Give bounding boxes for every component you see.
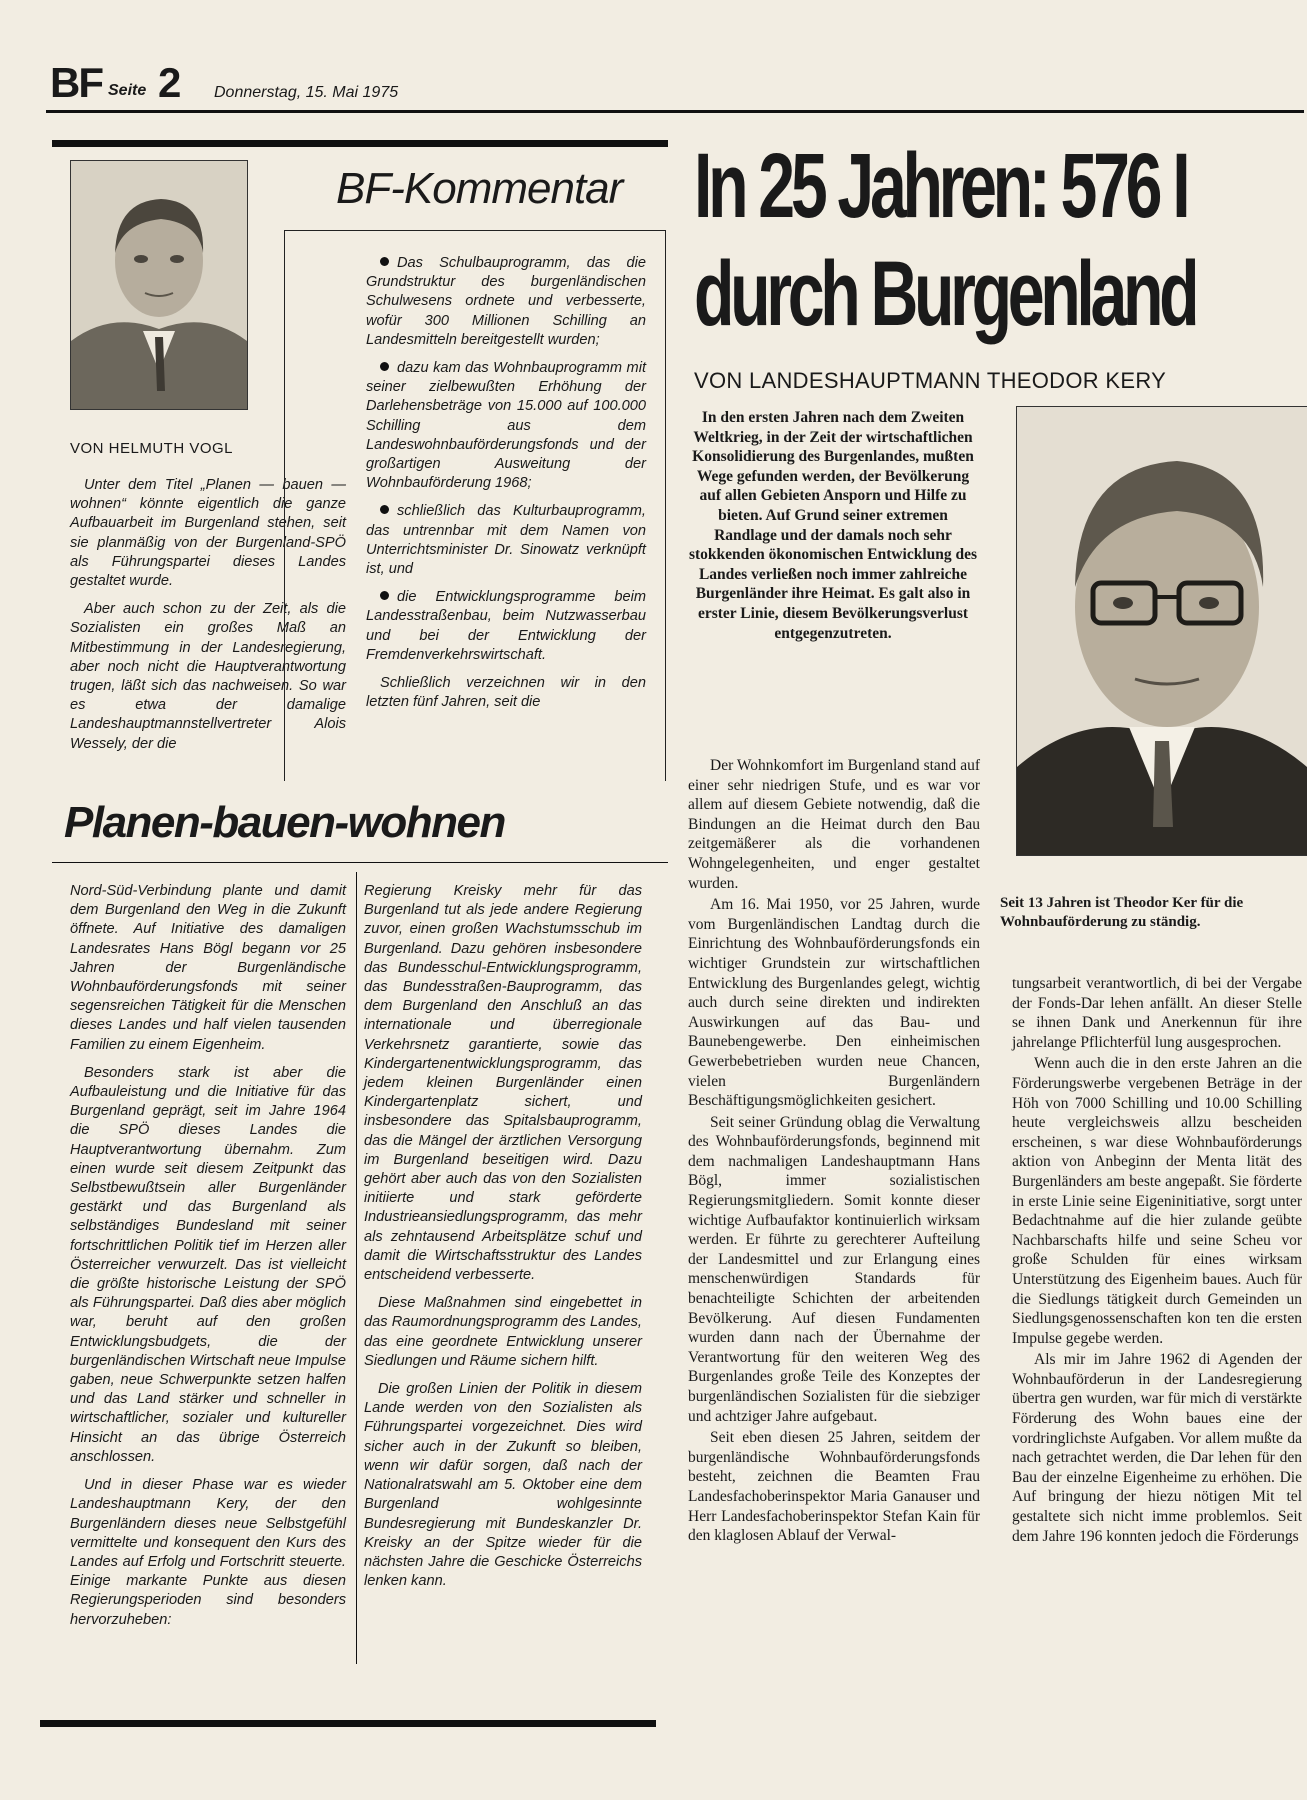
planen-headline: Planen-bauen-wohnen [64, 798, 505, 847]
page-number: 2 [158, 59, 182, 106]
byline-vogl: VON HELMUTH VOGL [70, 440, 234, 457]
planen-column-1 [70, 882, 346, 1639]
planen-rule [52, 862, 668, 863]
bullet-item: Das Schulbauprogramm, das die Grundstruktur des burgenländischen Schulwesens ordnete und verbesserte, wofür 300 Millionen Schilling an Landesmitteln bereitgestellt wurden; [366, 255, 646, 348]
main-paragraph: Seit seiner Gründung oblag die Verwaltung des Wohnbauförderungsfonds, beginnend mit dem nachmaligen Landeshauptmann Hans Bögl, immer sozialistischen Regierungsmitgliedern. Somit konnte dieser wichtige Aufbaufaktor kontinuierlich wirksam werden. Er führte zu gerechterer Aufteilung der Landesmittel und zur Erlangung eines menschenwürdigen Standards für benachteiligte Schichten der arbeitenden Bevölkerung. Auf diesen Fundamenten wurden dann nach der Übernahme der Verantwortung für den weiteren Weg des Burgenlandes große Teile des Konzeptes der burgenländischen Sozialisten für die siebziger und achtziger Jahre aufgebaut. [688, 1113, 980, 1425]
main-paragraph: Seit eben diesen 25 Jahren, seitdem der burgenländische Wohnbauförderungsfonds besteht, zeichnen die Beamten Frau Landesfachoberinspektor Maria Ganauser und Herr Landesfachoberinspektor Stefan Kain für den klaglosen Ablauf der Verwal- [688, 1429, 980, 1545]
bullet-icon [380, 362, 389, 371]
newspaper-logo: BF [50, 59, 102, 106]
header-rule [46, 110, 1304, 113]
kommentar-title: BF-Kommentar [336, 164, 623, 213]
main-paragraph: Als mir im Jahre 1962 di Agenden der Wohnbauförderun in der Landesregierung übertra gen wurden, war für mich di verstärkte Förderung des Wohn baues eine der vordringlichste Aufgaben. Vor allem mußte da nach getrachtet werden, die Dar lehen für den Bau der einzelne Eigenheime zu erhöhen. Die Auf bringung der hiezu nötigen Mit tel gestaltete sich nicht imme problemlos. Seit dem Jahre 196 konnten jedoch die Förderungs [1012, 1351, 1302, 1545]
issue-date: Donnerstag, 15. Mai 1975 [214, 84, 399, 101]
page-label: Seite [108, 82, 147, 99]
main-lead [688, 408, 978, 645]
bullet-icon [380, 591, 389, 600]
kommentar-paragraph: Aber auch schon zu der Zeit, als die Sozialisten ein großes Maß an Mitbestimmung in der Landesregierung, aber noch nicht die Hauptverantwortung trugen, läßt sich das nachweisen. So war es etwa der damalige Landeshauptmannstellvertreter Alois Wessely, der die [70, 601, 346, 752]
bottom-rule-left [40, 1720, 656, 1727]
main-paragraph: tungsarbeit verantwortlich, di bei der Vergabe der Fonds-Dar lehen anfällt. An dieser Stelle se ihnen Dank und Anerkennun für ihre jahrelange Pflichterfül lung ausgesprochen. [1012, 975, 1302, 1051]
planen-paragraph: Die großen Linien der Politik in diesem Lande werden von den Sozialisten als Führungspartei vorgezeichnet. Dies wird sicher auch in der Zukunft so bleiben, wenn wir dafür sorgen, daß nach der Nationalratswahl am 5. Oktober eine dem Burgenland wohlgesinnte Bundesregierung mit Bundeskanzler Dr. Kreisky an der Spitze wieder für die nächsten Jahre die Geschicke Österreichs lenken kann. [364, 1381, 642, 1590]
main-column-1 [688, 756, 980, 1548]
bullet-icon [380, 257, 389, 266]
planen-divider [356, 872, 357, 1664]
bullet-item: die Entwicklungsprogramme beim Landesstraßenbau, beim Nutzwasserbau und bei der Entwicklung der Fremdenverkehrswirtschaft. [366, 589, 646, 663]
planen-paragraph: Diese Maßnahmen sind eingebettet in das Raumordnungsprogramm des Landes, das eine geordnete Entwicklung unserer Siedlungen und Räume sichern hilft. [364, 1295, 642, 1369]
main-headline-line2: durch Burgenland [694, 243, 1196, 345]
portrait-kery [1016, 406, 1307, 856]
lead-paragraph: In den ersten Jahren nach dem Zweiten Weltkrieg, in der Zeit der wirtschaftlichen Konsolidierung des Burgenlandes, mußten Wege gefunden werden, der Bevölkerung auf allen Gebieten Ansporn und Hilfe zu bieten. Auf Grund seiner extremen Randlage und der damals noch sehr stokkenden ökonomischen Entwicklung des Landes verließen noch immer zahlreiche Burgenländer ihre Heimat. Es galt also in erster Linie, diesem Bevölkerungsverlust entgegenzutreten. [688, 409, 978, 642]
bullet-item: dazu kam das Wohnbauprogramm mit seiner zielbewußten Erhöhung der Darlehensbeträge von 15.000 auf 100.000 Schilling aus dem Landeswohnbauförderungsfonds und der großartigen Ausweitung der Wohnbauförderung 1968; [366, 360, 646, 492]
author-photo-vogl [70, 160, 248, 410]
main-column-2 [1012, 974, 1302, 1548]
main-paragraph: Wenn auch die in den erste Jahren an die Förderungswerbe vergebenen Beträge in der Höh von 7000 Schilling und 10.00 Schilling heute vergleichsweis allzu bescheiden erscheinen, s war diese Wohnbauförderungs aktion von Anbeginn der Menta lität des Burgenländers am beste angepaßt. Sie förderte in erste Linie seine Eigeninitiative, sorgt unter Bedachtnahme auf die hier zulande geübte Nachbarschafts hilfe und seine Scheu vor große Schulden für eines wirksam Unterstützung des Eigenheim baues. Auch für die Siedlungs tätigkeit durch Gemeinden un Siedlungsgenossenschaften kon ten die ersten Impulse gegebe werden. [1012, 1055, 1302, 1347]
main-headline-line1: In 25 Jahren: 576 I [694, 135, 1187, 237]
bullet-icon [380, 505, 389, 514]
bullet-item: schließlich das Kulturbauprogramm, das untrennbar mit dem Namen von Unterrichtsminister Dr. Sinowatz verknüpft ist, und [366, 503, 646, 578]
kommentar-top-rule [52, 140, 668, 147]
planen-column-2 [364, 882, 642, 1600]
portrait-caption: Seit 13 Jahren ist Theodor Ker für die Wohnbauförderung zu ständig. [1000, 895, 1244, 930]
planen-paragraph: Und in dieser Phase war es wieder Landeshauptmann Kery, der den Burgenländern dieses neue Selbstgefühl vermittelte und konsequent den Kurs des Landes auf Erfolg und Fortschritt steuerte. Einige markante Punkte aus diesen Regierungsperioden sind besonders hervorzuheben: [70, 1477, 346, 1628]
main-paragraph: Der Wohnkomfort im Burgenland stand auf einer sehr niedrigen Stufe, und es war vor allem auf diesem Gebiete notwendig, daß die Bindungen an die Heimat durch den Bau zeitgemäßerer als die vorhandenen Wohngelegenheiten, und enger gestaltet wurden. [688, 757, 980, 892]
kommentar-paragraph: Unter dem Titel „Planen — bauen — wohnen“ könnte eigentlich die ganze Aufbauarbeit im Burgenland stehen, seit sie planmäßig von der Burgenland-SPÖ als Führungspartei dieses Landes gestaltet wurde. [70, 477, 346, 590]
planen-paragraph: Regierung Kreisky mehr für das Burgenland tut als jede andere Regierung zuvor, einen großen Wachstumsschub im Burgenland. Dazu gehören insbesondere das Bundesschul-Entwicklungsprogramm, das Bundesstraßen-Bauprogramm, das dem Burgenland den Anschluß an das internationale und überregionale Verkehrsnetz garantierte, sowie das Kindergartenentwicklungsprogramm, das jedem kleinen Burgenländer einen Kindergartenplatz sichert, und insbesondere das Spitalsbauprogramm, das die Mängel der ärztlichen Versorgung im Burgenland beseitigen wird. Dazu gehört aber auch das von den Sozialisten initiierte und stark geförderte Industrieansiedlungsprogramm, das mehr als zehntausend Arbeitsplätze schuf und damit die Wirtschaftsstruktur des Landes entscheidend verbesserte. [364, 883, 642, 1284]
byline-kery: VON LANDESHAUPTMANN THEODOR KERY [694, 368, 1167, 393]
planen-paragraph: Besonders stark ist aber die Aufbauleistung und die Initiative für das Burgenland geprägt, seit im Jahre 1964 die SPÖ dieses Landes die Hauptverantwortung übernahm. Zum einen wurde seit diesem Zeitpunkt das Selbstbewußtsein aller Burgenländer gestärkt und das Burgenland als selbständiges Bundesland mit seiner fortschrittlichen Politik tief im Herzen aller Österreicher verwurzelt. Das ist vielleicht die größte historische Leistung der SPÖ als Führungspartei. Daß dies aber möglich war, beruht auf den großen Entwicklungsbudgets, die der burgenländischen Wirtschaft neue Impulse gaben, neue Schwerpunkte setzen halfen und das Land stärker und schneller in wirtschaftlicher, sozialer und kultureller Hinsicht an das übrige Österreich anschlossen. [70, 1064, 346, 1465]
main-paragraph: Am 16. Mai 1950, vor 25 Jahren, wurde vom Burgenländischen Landtag durch die Einrichtung des Wohnbauförderungsfonds ein wichtiger Grundstein zur wirtschaftlichen Entwicklung des Burgenlandes gelegt, wichtig auch durch seine direkten und indirekten Auswirkungen auf das Bau- und Baunebengewerbe. Den einheimischen Gewerbebetrieben wurden neue Chancen, vielen Burgenländern Beschäftigungsmöglichkeiten gesichert. [688, 896, 980, 1110]
kommentar-box-end: Schließlich verzeichnen wir in den letzten fünf Jahren, seit die [366, 675, 646, 711]
kommentar-bullet-column [366, 254, 646, 721]
planen-paragraph: Nord-Süd-Verbindung plante und damit dem Burgenland den Weg in die Zukunft öffnete. Auf Initiative des damaligen Landesrates Hans Bögl begann vor 25 Jahren der Burgenländische Wohnbauförderungsfonds mit seiner segensreichen Tätigkeit für die Menschen dieses Landes und half vielen tausenden Familien zu einem Eigenheim. [70, 883, 346, 1053]
